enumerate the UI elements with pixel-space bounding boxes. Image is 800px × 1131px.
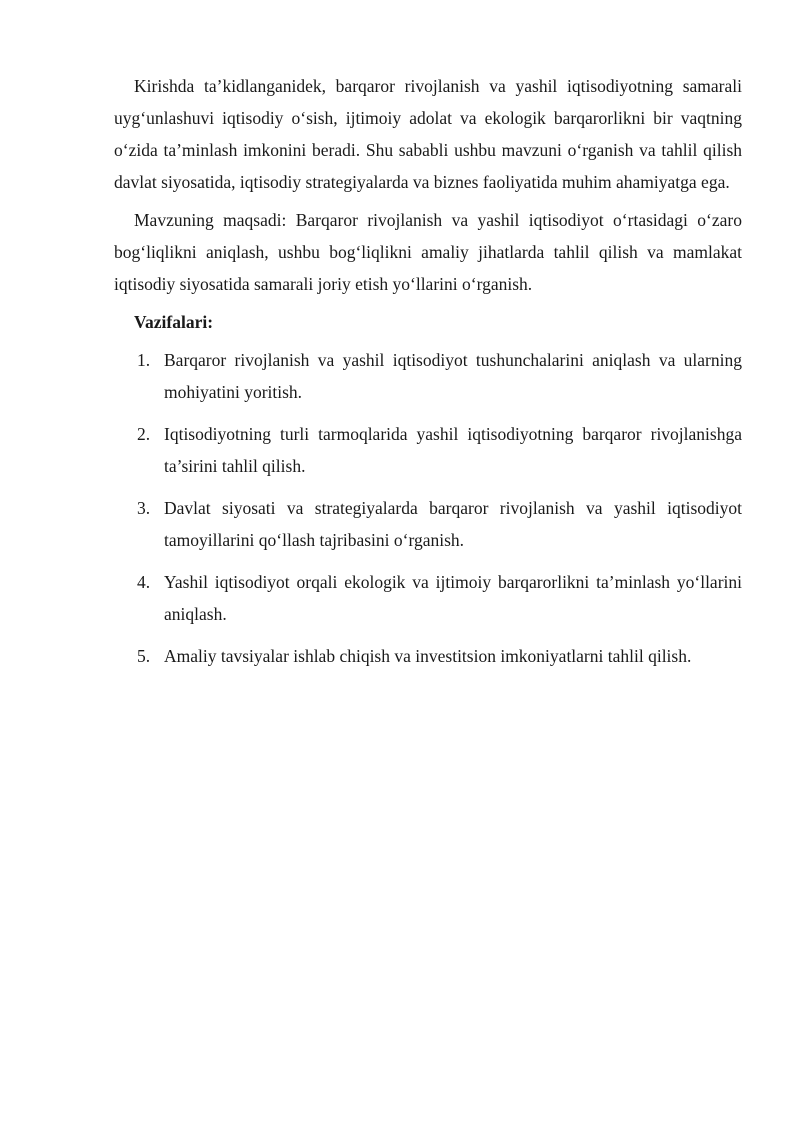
list-item-number: 4. xyxy=(137,572,151,592)
list-item-text: Davlat siyosati va strategiyalarda barqaror rivojlanish va yashil iqtisodiyot tamoyillarini qo‘llash tajribasini o‘rganish. xyxy=(164,498,742,550)
list-item-text: Iqtisodiyotning turli tarmoqlarida yashil iqtisodiyotning barqaror rivojlanishga ta’sirini tahlil qilish. xyxy=(164,424,742,476)
list-item xyxy=(137,418,742,482)
intro-paragraph: Kirishda ta’kidlanganidek, barqaror rivojlanish va yashil iqtisodiyotning samarali uyg‘unlashuvi iqtisodiy o‘sish, ijtimoiy adolat va ekologik barqarorlikni bir vaqtning o‘zida ta’minlash imkonini beradi. Shu sababli ushbu mavzuni o‘rganish va tahlil qilish davlat siyosatida, iqtisodiy strategiyalarda va biznes faoliyatida muhim ahamiyatga ega. xyxy=(114,76,742,192)
list-item-text: Barqaror rivojlanish va yashil iqtisodiyot tushunchalarini aniqlash va ularning mohiyatini yoritish. xyxy=(164,350,742,402)
list-item-text: Amaliy tavsiyalar ishlab chiqish va investitsion imkoniyatlarni tahlil qilish. xyxy=(164,646,692,666)
list-item-text: Yashil iqtisodiyot orqali ekologik va ijtimoiy barqarorlikni ta’minlash yo‘llarini aniqlash. xyxy=(164,572,742,624)
list-item-number: 2. xyxy=(137,424,151,444)
list-item-number: 3. xyxy=(137,498,151,518)
list-item xyxy=(137,566,742,630)
list-item-number: 1. xyxy=(137,350,151,370)
document-page xyxy=(114,70,742,682)
goal-paragraph: Mavzuning maqsadi: Barqaror rivojlanish va yashil iqtisodiyot o‘rtasidagi o‘zaro bog‘liqlikni aniqlash, ushbu bog‘liqlikni amaliy jihatlarda tahlil qilish va mamlakat iqtisodiy siyosatida samarali joriy etish yo‘llarini o‘rganish. xyxy=(114,210,742,294)
list-item xyxy=(137,640,742,672)
list-item-number: 5. xyxy=(137,646,151,666)
tasks-heading: Vazifalari: xyxy=(134,312,214,332)
tasks-list xyxy=(114,344,742,672)
list-item xyxy=(137,344,742,408)
list-item xyxy=(137,492,742,556)
